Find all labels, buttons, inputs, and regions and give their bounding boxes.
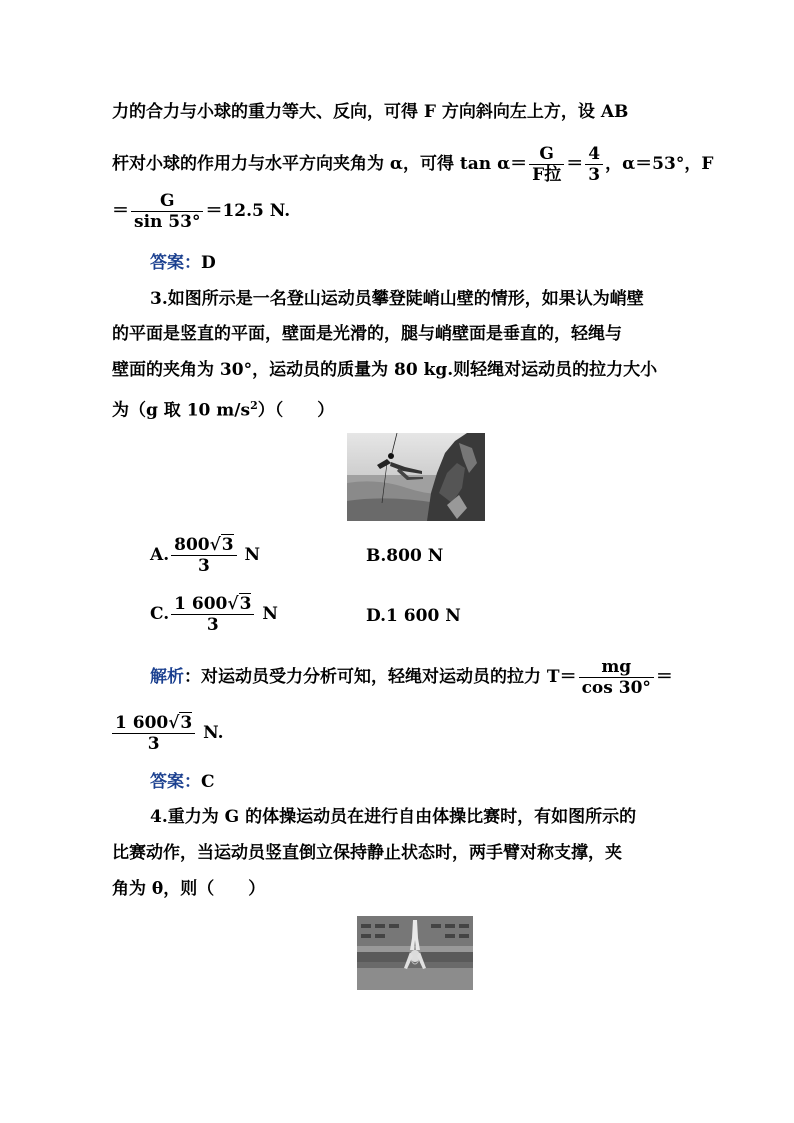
fraction bbox=[171, 536, 237, 575]
answer-line bbox=[150, 252, 216, 274]
option-b: B.800 N bbox=[366, 546, 444, 566]
text-segment: 杆对小球的作用力与水平方向夹角为 α，可得 tan α＝ bbox=[112, 154, 528, 174]
question-text: 比赛动作，当运动员竖直倒立保持静止状态时，两手臂对称支撑，夹 bbox=[112, 843, 622, 863]
unit: N bbox=[238, 545, 261, 565]
gymnast-photo-drawing bbox=[357, 916, 473, 990]
question-text: 3.如图所示是一名登山运动员攀登陡峭山壁的情形，如果认为峭壁 bbox=[150, 289, 644, 309]
answer-value: D bbox=[201, 253, 216, 273]
unit: N. bbox=[197, 723, 224, 743]
equals-sign: ＝ bbox=[655, 667, 673, 687]
fraction-denominator: 3 bbox=[206, 615, 219, 635]
climber-photo-drawing bbox=[347, 433, 485, 521]
fraction bbox=[585, 145, 603, 184]
analysis-label: 解析 bbox=[150, 667, 184, 687]
equals-sign: ＝ bbox=[566, 154, 584, 174]
fraction bbox=[131, 192, 203, 231]
text-line bbox=[112, 192, 290, 231]
answer-label: 答案： bbox=[150, 772, 201, 792]
gymnast-photo bbox=[357, 916, 473, 990]
radicand: 3 bbox=[239, 594, 252, 614]
question-text: 4.重力为 G 的体操运动员在进行自由体操比赛时，有如图所示的 bbox=[150, 807, 637, 827]
superscript: 2 bbox=[250, 399, 258, 412]
fraction bbox=[171, 595, 254, 634]
option-label: A. bbox=[150, 545, 170, 565]
fraction-denominator: 3 bbox=[147, 734, 160, 754]
fraction bbox=[529, 145, 564, 184]
unit: N bbox=[256, 604, 278, 624]
text-line: 力的合力与小球的重力等大、反向，可得 F 方向斜向左上方，设 AB bbox=[112, 102, 629, 122]
text-segment: ）（ ） bbox=[257, 400, 335, 421]
option-a bbox=[150, 536, 260, 575]
coefficient: 1 600 bbox=[174, 594, 228, 614]
radicand: 3 bbox=[221, 535, 234, 555]
text-line bbox=[112, 145, 713, 184]
fraction-denominator: 3 bbox=[588, 165, 601, 185]
radicand: 3 bbox=[180, 713, 193, 733]
option-c bbox=[150, 595, 278, 634]
fraction-numerator: 4 bbox=[585, 145, 603, 165]
answer-value: C bbox=[201, 772, 215, 792]
fraction-numerator: G bbox=[529, 145, 564, 165]
radical-sign: √ bbox=[168, 713, 180, 733]
analysis-line bbox=[150, 658, 673, 697]
climber-photo bbox=[347, 433, 485, 521]
fraction-denominator: 3 bbox=[197, 556, 210, 576]
question-text: 的平面是竖直的平面，壁面是光滑的，腿与峭壁面是垂直的，轻绳与 bbox=[112, 324, 622, 344]
question-text: 角为 θ，则（ ） bbox=[112, 879, 266, 899]
fraction-numerator bbox=[171, 595, 254, 615]
coefficient: 1 600 bbox=[115, 713, 169, 733]
radical-sign: √ bbox=[227, 594, 239, 614]
result-line bbox=[112, 714, 224, 753]
fraction-numerator bbox=[112, 714, 195, 734]
radical-sign: √ bbox=[209, 535, 221, 555]
option-label: C. bbox=[150, 604, 170, 624]
answer-line bbox=[150, 771, 215, 793]
fraction-numerator: G bbox=[131, 192, 203, 212]
question-text bbox=[112, 395, 334, 422]
fraction-denominator: F拉 bbox=[532, 165, 562, 185]
fraction-numerator bbox=[171, 536, 237, 556]
equals-sign: ＝ bbox=[112, 201, 129, 221]
fraction-denominator: sin 53° bbox=[134, 212, 201, 232]
text-segment: 为（g 取 10 m/s bbox=[112, 400, 251, 421]
option-d: D.1 600 N bbox=[366, 606, 461, 626]
text-segment: ，α＝53°，F bbox=[605, 154, 714, 174]
text-segment: ：对运动员受力分析可知，轻绳对运动员的拉力 T＝ bbox=[184, 667, 577, 687]
fraction bbox=[112, 714, 195, 753]
fraction-numerator: mg bbox=[579, 658, 654, 678]
question-text: 壁面的夹角为 30°，运动员的质量为 80 kg.则轻绳对运动员的拉力大小 bbox=[112, 360, 658, 380]
fraction bbox=[579, 658, 654, 697]
answer-label: 答案： bbox=[150, 253, 201, 273]
text-segment: ＝12.5 N. bbox=[205, 201, 291, 221]
fraction-denominator: cos 30° bbox=[581, 678, 651, 698]
coefficient: 800 bbox=[174, 535, 210, 555]
